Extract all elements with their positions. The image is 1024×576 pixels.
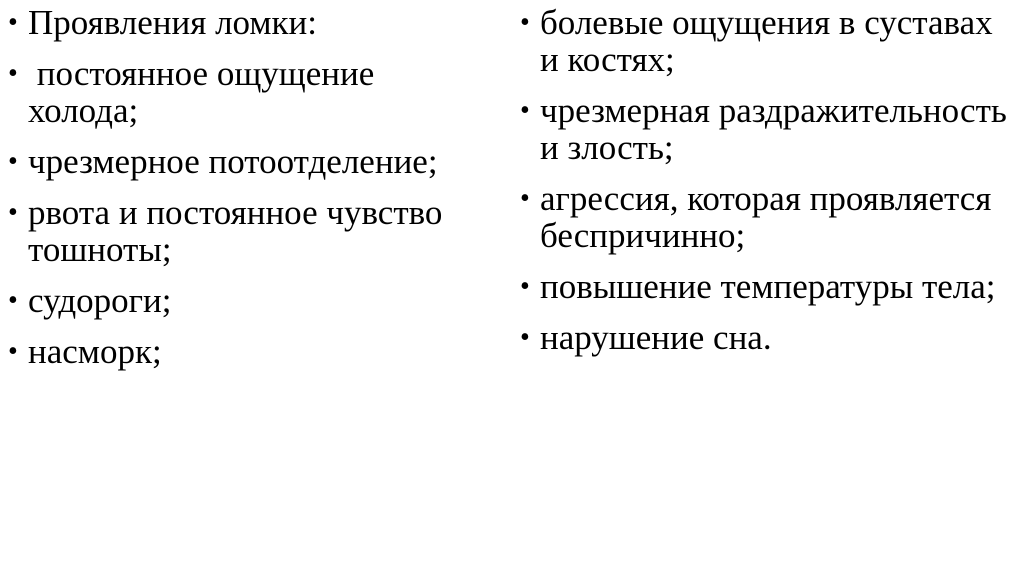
bullet-icon: •	[520, 322, 530, 353]
bullet-text: постоянное ощущение холода;	[28, 54, 384, 130]
bullet-text: чрезмерная раздражительность и злость;	[540, 91, 1016, 167]
bullet-item	[520, 180, 1016, 254]
bullet-item	[8, 4, 478, 41]
bullet-item	[520, 268, 1016, 305]
bullet-text: чрезмерное потоотделение;	[28, 142, 438, 181]
bullet-icon: •	[520, 7, 530, 38]
bullet-icon: •	[8, 146, 18, 177]
bullet-item	[8, 333, 478, 370]
bullet-icon: •	[520, 271, 530, 302]
bullet-item	[8, 194, 478, 268]
bullet-item	[520, 92, 1016, 166]
bullet-icon: •	[8, 7, 18, 38]
bullet-icon: •	[8, 336, 18, 367]
bullet-text: судороги;	[28, 281, 172, 320]
bullet-item	[520, 319, 1016, 356]
bullet-text: Проявления ломки:	[28, 3, 317, 42]
bullet-icon: •	[520, 183, 530, 214]
bullet-text: нарушение сна.	[540, 318, 772, 357]
bullet-item	[8, 143, 478, 180]
bullet-text: насморк;	[28, 332, 162, 371]
right-bullet-list	[520, 4, 1016, 370]
bullet-text: рвота и постоянное чувство тошноты;	[28, 193, 452, 269]
bullet-text: агрессия, которая проявляется беспричинно;	[540, 179, 1001, 255]
left-bullet-list	[8, 4, 478, 384]
bullet-icon: •	[8, 197, 18, 228]
bullet-item	[520, 4, 1016, 78]
bullet-icon: •	[8, 58, 18, 89]
bullet-item	[8, 282, 478, 319]
bullet-text: повышение температуры тела;	[540, 267, 996, 306]
bullet-icon: •	[520, 95, 530, 126]
bullet-item	[8, 55, 478, 129]
bullet-text: болевые ощущения в суставах и костях;	[540, 3, 1002, 79]
bullet-icon: •	[8, 285, 18, 316]
